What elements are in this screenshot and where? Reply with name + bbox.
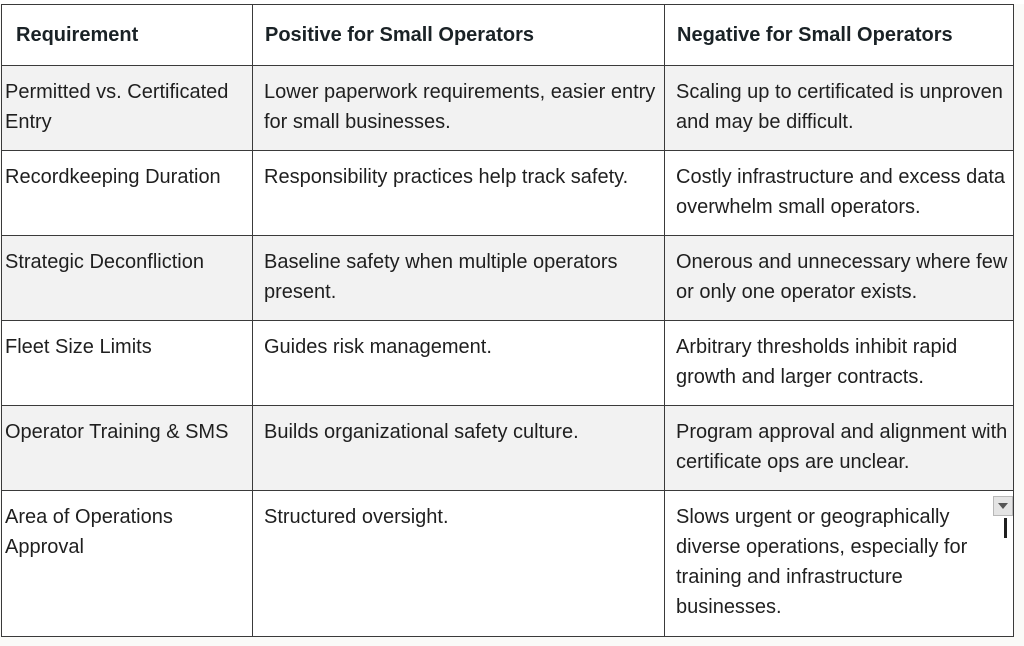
positive-cell[interactable]: Structured oversight. [253,491,665,637]
positive-cell[interactable]: Builds organizational safety culture. [253,406,665,491]
requirement-cell[interactable]: Recordkeeping Duration [2,151,253,236]
header-row [2,5,1014,66]
table-row [2,491,1014,637]
cell-menu-button[interactable] [993,496,1013,516]
negative-cell[interactable]: Onerous and unnecessary where few or only one operator exists. [665,236,1014,321]
table-row [2,151,1014,236]
negative-cell[interactable]: Costly infrastructure and excess data overwhelm small operators. [665,151,1014,236]
header-positive[interactable]: Positive for Small Operators [253,5,665,66]
negative-cell[interactable]: Arbitrary thresholds inhibit rapid growth and larger contracts. [665,321,1014,406]
requirement-cell[interactable]: Permitted vs. Certificated Entry [2,66,253,151]
negative-cell[interactable]: Program approval and alignment with certificate ops are unclear. [665,406,1014,491]
positive-cell[interactable]: Lower paperwork requirements, easier entry for small businesses. [253,66,665,151]
table-row [2,321,1014,406]
requirement-cell[interactable]: Strategic Deconfliction [2,236,253,321]
negative-cell-active[interactable] [665,491,1014,637]
positive-cell[interactable]: Baseline safety when multiple operators present. [253,236,665,321]
table-row [2,66,1014,151]
document-area [0,4,1024,646]
requirements-table [1,4,1014,637]
negative-cell[interactable]: Scaling up to certificated is unproven and may be difficult. [665,66,1014,151]
table-row [2,406,1014,491]
header-negative[interactable]: Negative for Small Operators [665,5,1014,66]
positive-cell[interactable]: Guides risk management. [253,321,665,406]
positive-cell[interactable]: Responsibility practices help track safety. [253,151,665,236]
negative-cell-text: Slows urgent or geographically diverse operations, especially for training and infrastructure businesses. [676,506,968,618]
requirement-cell[interactable]: Fleet Size Limits [2,321,253,406]
header-requirement[interactable]: Requirement [2,5,253,66]
requirement-cell[interactable]: Operator Training & SMS [2,406,253,491]
chevron-down-icon [994,497,1012,515]
requirement-cell[interactable]: Area of Operations Approval [2,491,253,637]
text-cursor [1004,518,1007,538]
table-row [2,236,1014,321]
